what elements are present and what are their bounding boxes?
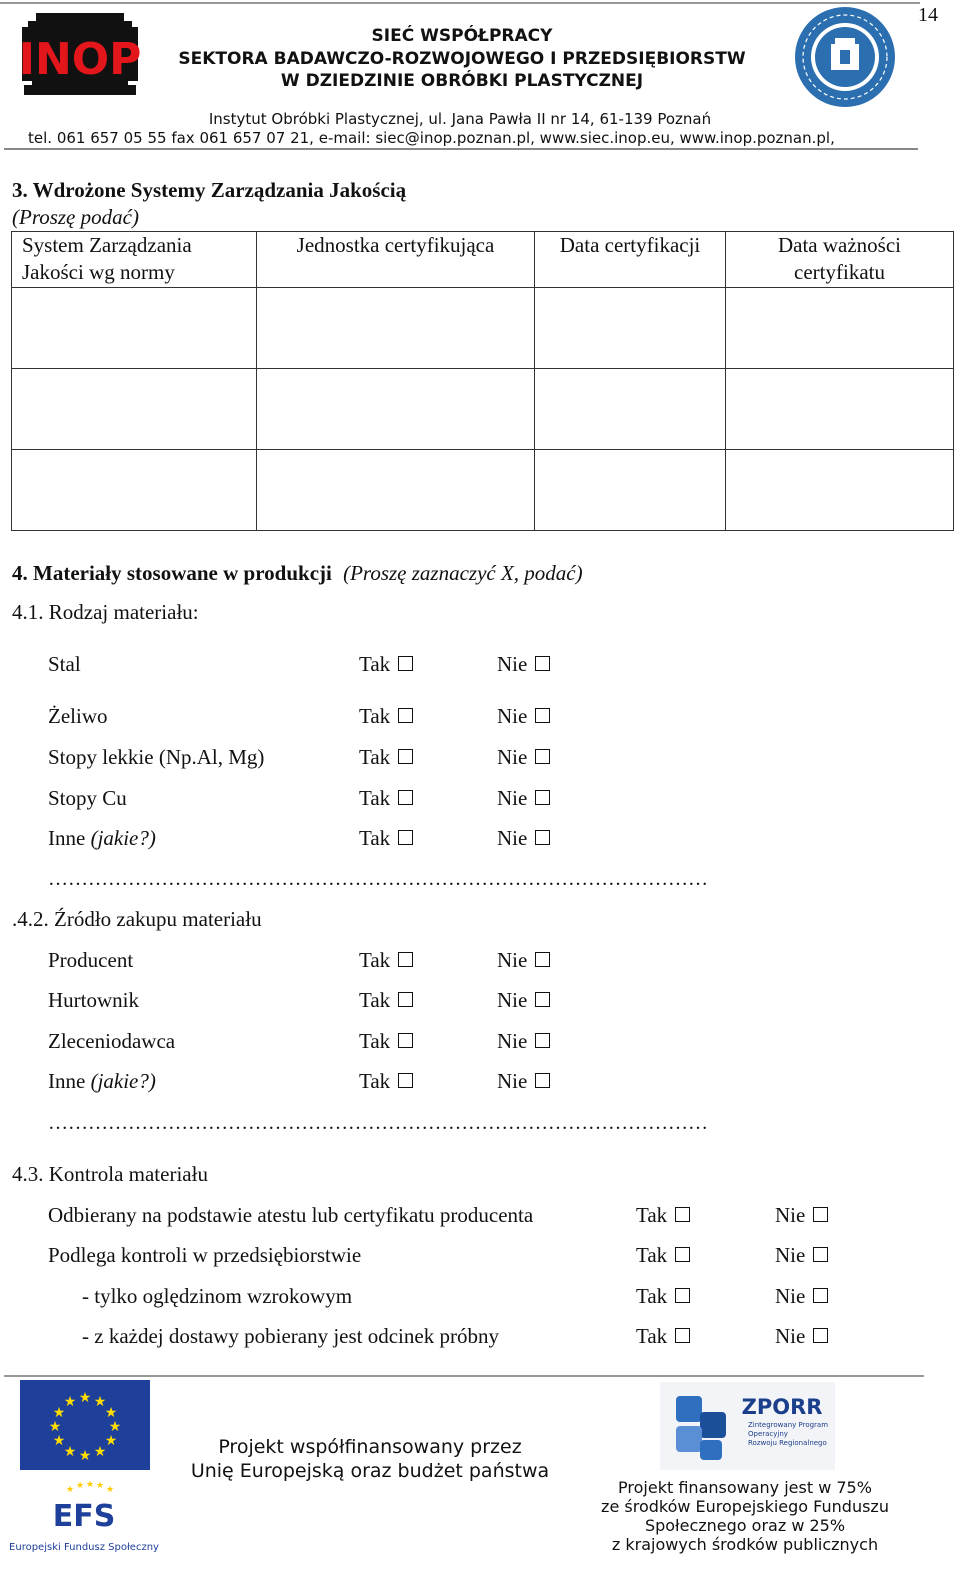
list-item: Stopy Cu xyxy=(48,786,127,810)
section43-title: 4.3. Kontrola materiału xyxy=(12,1162,208,1186)
tak-checkbox[interactable]: Tak xyxy=(359,1029,413,1054)
svg-text:★: ★ xyxy=(52,1433,66,1449)
svg-text:★: ★ xyxy=(78,1390,92,1406)
efs-logo xyxy=(9,1478,159,1556)
checkbox-box[interactable] xyxy=(535,749,550,764)
section3-title: 3. Wdrożone Systemy Zarządzania Jakością xyxy=(12,178,407,202)
checkbox-box[interactable] xyxy=(398,1073,413,1088)
svg-text:★: ★ xyxy=(108,1419,122,1435)
checkbox-box[interactable] xyxy=(675,1288,690,1303)
svg-text:★: ★ xyxy=(75,1481,85,1491)
checkbox-box[interactable] xyxy=(535,790,550,805)
efs-logo-text: EFS xyxy=(52,1499,116,1534)
table-cell[interactable] xyxy=(12,369,257,450)
checkbox-box[interactable] xyxy=(675,1328,690,1343)
list-item: Hurtownik xyxy=(48,988,139,1012)
nie-checkbox[interactable]: Nie xyxy=(497,988,550,1013)
tak-checkbox[interactable]: Tak xyxy=(636,1284,690,1309)
svg-text:Operacyjny: Operacyjny xyxy=(748,1430,788,1438)
fill-in-line[interactable]: ……………………………………………………………………………………… xyxy=(48,1112,708,1134)
list-item: Zleceniodawca xyxy=(48,1029,176,1053)
table-cell[interactable] xyxy=(726,450,954,531)
svg-text:★: ★ xyxy=(93,1394,107,1410)
fill-in-line[interactable]: ……………………………………………………………………………………… xyxy=(48,868,708,890)
cofinanced-line-1: Projekt współfinansowany przez xyxy=(218,1436,522,1458)
table-row xyxy=(12,288,954,369)
nie-checkbox[interactable]: Nie xyxy=(497,786,550,811)
nie-checkbox[interactable]: Nie xyxy=(497,1069,550,1094)
zporr-logo-text: ZPORR xyxy=(741,1395,823,1419)
table-cell[interactable] xyxy=(535,369,726,450)
footer-rule xyxy=(4,1375,924,1377)
tak-checkbox[interactable]: Tak xyxy=(359,1069,413,1094)
funding-line-2: ze środków Europejskiego Funduszu xyxy=(601,1497,889,1516)
table-row xyxy=(12,369,954,450)
header-line-2: SEKTORA BADAWCZO-ROZWOJOWEGO I PRZEDSIĘBIORSTW xyxy=(178,49,746,69)
col-header-unit: Jednostka certyfikująca xyxy=(257,232,535,288)
table-header-row xyxy=(12,232,954,288)
checkbox-box[interactable] xyxy=(398,790,413,805)
checkbox-box[interactable] xyxy=(398,992,413,1007)
svg-text:★: ★ xyxy=(93,1444,107,1460)
zporr-logo xyxy=(660,1382,835,1470)
checkbox-box[interactable] xyxy=(675,1247,690,1262)
tak-checkbox[interactable]: Tak xyxy=(636,1324,690,1349)
checkbox-box[interactable] xyxy=(398,830,413,845)
header-line-3: W DZIEDZINIE OBRÓBKI PLASTYCZNEJ xyxy=(280,71,644,91)
funding-line-1: Projekt finansowany jest w 75% xyxy=(618,1478,872,1497)
header-rule xyxy=(4,148,918,150)
list-item: Odbierany na podstawie atestu lub certyfikatu producenta xyxy=(48,1203,534,1227)
table-cell[interactable] xyxy=(257,369,535,450)
tak-checkbox[interactable]: Tak xyxy=(636,1203,690,1228)
svg-text:★: ★ xyxy=(65,1485,75,1495)
header-contact: tel. 061 657 05 55 fax 061 657 07 21, e-mail: siec@inop.poznan.pl, www.siec.inop.eu, www.inop.poznan.pl, xyxy=(28,129,835,147)
nie-checkbox[interactable]: Nie xyxy=(497,704,550,729)
table-cell[interactable] xyxy=(535,288,726,369)
nie-checkbox[interactable]: Nie xyxy=(497,745,550,770)
tak-checkbox[interactable]: Tak xyxy=(359,988,413,1013)
tak-checkbox[interactable]: Tak xyxy=(359,704,413,729)
section41-title: 4.1. Rodzaj materiału: xyxy=(12,600,199,624)
svg-text:★: ★ xyxy=(85,1480,95,1490)
politechnika-seal xyxy=(794,6,896,108)
nie-checkbox[interactable]: Nie xyxy=(497,948,550,973)
checkbox-box[interactable] xyxy=(398,952,413,967)
nie-checkbox[interactable]: Nie xyxy=(497,652,550,677)
svg-text:Rozwoju Regionalnego: Rozwoju Regionalnego xyxy=(748,1439,827,1447)
svg-text:★: ★ xyxy=(52,1405,66,1421)
col-header-system: System Zarządzania Jakości wg normy xyxy=(12,232,257,288)
checkbox-box[interactable] xyxy=(675,1207,690,1222)
col-header-date: Data certyfikacji xyxy=(535,232,726,288)
nie-checkbox[interactable]: Nie xyxy=(775,1324,828,1349)
svg-text:★: ★ xyxy=(63,1444,77,1460)
list-item: Stal xyxy=(48,652,81,676)
svg-text:★: ★ xyxy=(105,1485,115,1495)
checkbox-box[interactable] xyxy=(398,1033,413,1048)
table-cell[interactable] xyxy=(726,288,954,369)
checkbox-box[interactable] xyxy=(535,1033,550,1048)
svg-text:★: ★ xyxy=(95,1481,105,1491)
svg-text:★: ★ xyxy=(104,1405,118,1421)
svg-text:★: ★ xyxy=(63,1394,77,1410)
header-address: Instytut Obróbki Plastycznej, ul. Jana Pawła II nr 14, 61-139 Poznań xyxy=(208,110,712,128)
checkbox-box[interactable] xyxy=(398,656,413,671)
nie-checkbox[interactable]: Nie xyxy=(497,1029,550,1054)
table-cell[interactable] xyxy=(535,450,726,531)
tak-checkbox[interactable]: Tak xyxy=(359,786,413,811)
checkbox-box[interactable] xyxy=(535,952,550,967)
col-header-validity: Data ważności certyfikatu xyxy=(726,232,954,288)
checkbox-box[interactable] xyxy=(398,708,413,723)
checkbox-box[interactable] xyxy=(813,1288,828,1303)
table-cell[interactable] xyxy=(12,450,257,531)
table-cell[interactable] xyxy=(257,450,535,531)
table-cell[interactable] xyxy=(726,369,954,450)
list-item: Stopy lekkie (Np.Al, Mg) xyxy=(48,745,265,769)
nie-checkbox[interactable]: Nie xyxy=(775,1203,828,1228)
tak-checkbox[interactable]: Tak xyxy=(359,948,413,973)
list-item: - tylko oględzinom wzrokowym xyxy=(82,1284,353,1308)
svg-text:★: ★ xyxy=(78,1448,92,1464)
checkbox-box[interactable] xyxy=(813,1247,828,1262)
inop-logo-text: INOP xyxy=(18,34,142,85)
nie-checkbox[interactable]: Nie xyxy=(775,1284,828,1309)
funding-line-4: z krajowych środków publicznych xyxy=(611,1535,879,1554)
table-row xyxy=(12,450,954,531)
tak-checkbox[interactable]: Tak xyxy=(359,745,413,770)
checkbox-box[interactable] xyxy=(535,830,550,845)
section3-hint: (Proszę podać) xyxy=(12,205,139,229)
tak-checkbox[interactable]: Tak xyxy=(359,652,413,677)
nie-checkbox[interactable]: Nie xyxy=(775,1243,828,1268)
tak-checkbox[interactable]: Tak xyxy=(636,1243,690,1268)
funding-line-3: Społecznego oraz w 25% xyxy=(644,1516,846,1535)
table-cell[interactable] xyxy=(12,288,257,369)
checkbox-box[interactable] xyxy=(813,1207,828,1222)
list-item: Inne (jakie?) xyxy=(48,1069,156,1093)
checkbox-box[interactable] xyxy=(535,1073,550,1088)
list-item: Żeliwo xyxy=(48,704,108,728)
section4-hint: (Proszę zaznaczyć X, podać) xyxy=(343,561,583,585)
tak-checkbox[interactable]: Tak xyxy=(359,826,413,851)
header-line-1: SIEĆ WSPÓŁPRACY xyxy=(371,26,553,46)
section42-title: .4.2. Źródło zakupu materiału xyxy=(12,907,262,931)
checkbox-box[interactable] xyxy=(535,992,550,1007)
checkbox-box[interactable] xyxy=(398,749,413,764)
checkbox-box[interactable] xyxy=(535,708,550,723)
list-item: - z każdej dostawy pobierany jest odcinek próbny xyxy=(82,1324,499,1348)
section4-title: 4. Materiały stosowane w produkcji xyxy=(12,561,332,585)
list-item: Inne (jakie?) xyxy=(48,826,156,850)
nie-checkbox[interactable]: Nie xyxy=(497,826,550,851)
page-number: 14 xyxy=(918,4,938,26)
list-item: Podlega kontroli w przedsiębiorstwie xyxy=(48,1243,362,1267)
table-cell[interactable] xyxy=(257,288,535,369)
svg-text:Zintegrowany Program: Zintegrowany Program xyxy=(748,1421,829,1429)
top-rule xyxy=(0,2,920,4)
checkbox-box[interactable] xyxy=(535,656,550,671)
eu-flag-logo xyxy=(20,1380,150,1470)
certification-table xyxy=(11,231,954,531)
efs-caption: Europejski Fundusz Społeczny xyxy=(9,1542,159,1553)
svg-text:★: ★ xyxy=(48,1419,62,1435)
cofinanced-line-2: Unię Europejską oraz budżet państwa xyxy=(190,1460,550,1482)
checkbox-box[interactable] xyxy=(813,1328,828,1343)
list-item: Producent xyxy=(48,948,134,972)
section4-heading xyxy=(12,561,583,586)
svg-text:★: ★ xyxy=(104,1433,118,1449)
